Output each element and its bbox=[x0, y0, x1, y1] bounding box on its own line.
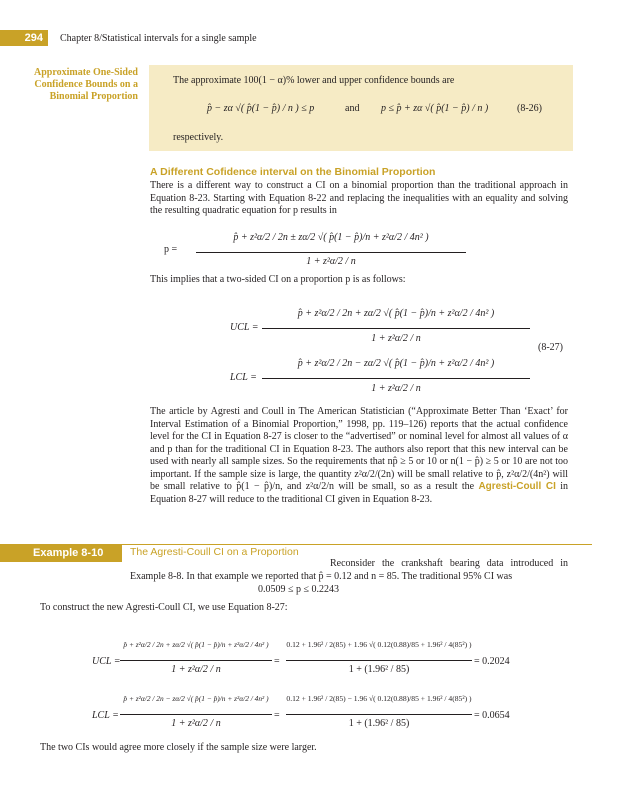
example-closing: The two CIs would agree more closely if the sample size were larger. bbox=[40, 742, 317, 753]
example-ucl-equals: = bbox=[274, 656, 280, 667]
agresti-coull-term: Agresti-Coull CI bbox=[478, 481, 556, 492]
example-ucl-symbolic-numerator: p̂ + z²α/2 / 2n + zα/2 √( p̂(1 − p̂)/n + z²α/2 / 4n² ) bbox=[123, 640, 269, 649]
example-lcl-symbolic-denominator: 1 + z²α/2 / n bbox=[171, 718, 221, 729]
example-ucl-label: UCL = bbox=[92, 656, 121, 667]
example-construct: To construct the new Agresti-Coull CI, we use Equation 8-27: bbox=[40, 602, 288, 613]
example-ucl-symbolic-bar bbox=[120, 660, 272, 661]
example-lcl-symbolic-numerator: p̂ + z²α/2 / 2n − zα/2 √( p̂(1 − p̂)/n + z²α/2 / 4n² ) bbox=[123, 694, 269, 703]
example-lcl-equals: = bbox=[274, 710, 280, 721]
example-lcl-label: LCL = bbox=[92, 710, 119, 721]
example-lcl-numeric-bar bbox=[286, 714, 472, 715]
ucl-fraction-bar bbox=[262, 328, 530, 329]
lower-bound-formula: p̂ − zα √( p̂(1 − p̂) / n ) ≤ p bbox=[207, 103, 315, 114]
example-intro-text: Reconsider the crankshaft bearing data introduced in Example 8-8. In that example we reported that p̂ = 0.12 and n = 85. The traditional 95% CI was bbox=[130, 558, 568, 582]
example-lcl-result: = 0.0654 bbox=[474, 710, 510, 721]
upper-bound-formula: p ≤ p̂ + zα √( p̂(1 − p̂) / n ) bbox=[381, 103, 489, 114]
p-formula-denominator: 1 + z²α/2 / n bbox=[306, 256, 356, 267]
example-rule bbox=[122, 544, 592, 545]
lcl-numerator: p̂ + z²α/2 / 2n − zα/2 √( p̂(1 − p̂)/n + z²α/2 / 4n² ) bbox=[297, 358, 495, 369]
example-ucl-numeric-denominator: 1 + (1.96² / 85) bbox=[348, 664, 410, 675]
p-formula-fraction-bar bbox=[196, 252, 466, 253]
margin-heading: Approximate One-Sided Confidence Bounds on a Binomial Proportion bbox=[34, 67, 138, 102]
lcl-fraction-bar bbox=[262, 378, 530, 379]
ucl-label: UCL = bbox=[230, 322, 259, 333]
equation-number-8-27: (8-27) bbox=[538, 342, 563, 353]
and-label: and bbox=[345, 103, 360, 114]
example-lcl-symbolic-bar bbox=[120, 714, 272, 715]
section-title: A Different Cofidence interval on the Binomial Proportion bbox=[150, 166, 436, 178]
definition-box bbox=[149, 65, 573, 151]
example-label: Example 8-10 bbox=[0, 544, 122, 562]
example-ucl-numeric-bar bbox=[286, 660, 472, 661]
p-formula-numerator: p̂ + z²α/2 / 2n ± zα/2 √( p̂(1 − p̂)/n + z²α/2 / 4n² ) bbox=[233, 232, 429, 243]
box-closing: respectively. bbox=[173, 132, 224, 143]
ucl-denominator: 1 + z²α/2 / n bbox=[371, 333, 421, 344]
lcl-label: LCL = bbox=[230, 372, 257, 383]
example-ucl-numeric-numerator: 0.12 + 1.96² / 2(85) + 1.96 √( 0.12(0.88)/85 + 1.96² / 4(85²) ) bbox=[286, 640, 472, 649]
equation-number-8-26: (8-26) bbox=[517, 103, 542, 114]
section-paragraph-3 bbox=[150, 406, 568, 506]
section-paragraph-1: There is a different way to construct a CI on a binomial proportion than the traditional approach in Equation 8-23. Starting with Equation 8-22 and replacing the inequalities with an equality and solving the resulting quadratic equation for p results in bbox=[150, 180, 568, 216]
lcl-denominator: 1 + z²α/2 / n bbox=[371, 383, 421, 394]
traditional-ci: 0.0509 ≤ p ≤ 0.2243 bbox=[258, 584, 339, 595]
chapter-title: Chapter 8/Statistical intervals for a single sample bbox=[60, 33, 257, 44]
example-ucl-result: = 0.2024 bbox=[474, 656, 510, 667]
example-lcl-numeric-denominator: 1 + (1.96² / 85) bbox=[348, 718, 410, 729]
section-paragraph-2: This implies that a two-sided CI on a proportion p is as follows: bbox=[150, 274, 406, 285]
ucl-numerator: p̂ + z²α/2 / 2n + zα/2 √( p̂(1 − p̂)/n + z²α/2 / 4n² ) bbox=[297, 308, 495, 319]
paragraph-3-tail: in Equation 8-27 will reduce to the traditional CI given in Equation 8-23. bbox=[150, 481, 568, 505]
box-intro: The approximate 100(1 − α)% lower and upper confidence bounds are bbox=[173, 75, 455, 86]
page-number: 294 bbox=[0, 30, 48, 46]
example-ucl-symbolic-denominator: 1 + z²α/2 / n bbox=[171, 664, 221, 675]
example-title: The Agresti-Coull CI on a Proportion bbox=[130, 546, 299, 558]
p-formula-lhs: p = bbox=[164, 244, 178, 255]
paragraph-3-text: The article by Agresti and Coull in The American Statistician (“Approximate Better Than ‘Exact’ for Interval Estimation of a Binomial Proportion,” 1998, pp. 119–126) reports that the actual confidence level for the CI in Equation 8-27 is closer to the “advertised” or nominal level for almost all values of α and p than for the traditional CI in Equation 8-23. The authors also report that this new interval can be used with nearly all sample sizes. So the requirements that np̂ ≥ 5 or 10 or n(1 − p̂) ≥ 5 or 10 are not too important. If the sample size is large, the quantity z²α/2/(2n) will be small relative to p̂, z²α/2/(4n²) will be small relative to p̂(1 − p̂)/n, and z²α/2/n will be small, so as a result the bbox=[150, 406, 568, 492]
example-intro bbox=[130, 558, 568, 583]
example-lcl-numeric-numerator: 0.12 + 1.96² / 2(85) − 1.96 √( 0.12(0.88)/85 + 1.96² / 4(85²) ) bbox=[286, 694, 472, 703]
